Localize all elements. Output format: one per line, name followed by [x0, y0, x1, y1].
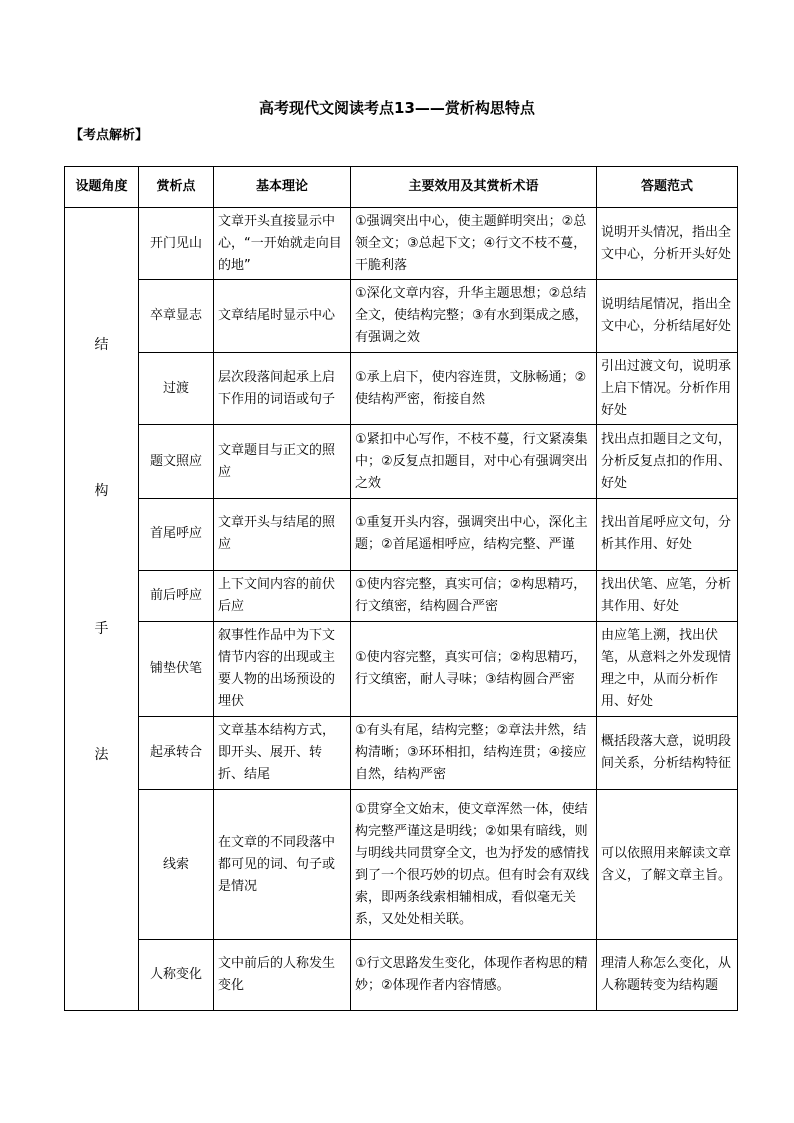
point-effect: ①深化文章内容，升华主题思想；②总结全文，使结构完整；③有水到渠成之感，有强调之效: [351, 280, 597, 352]
table-row: [65, 940, 738, 1011]
point-theory: 层次段落间起承上启下作用的词语或句子: [214, 352, 351, 424]
header-theory: 基本理论: [214, 167, 351, 208]
point-theory: 在文章的不同段落中都可见的词、句子或是情况: [214, 789, 351, 940]
point-answer: 找出伏笔、应笔，分析其作用、好处: [597, 571, 738, 621]
point-answer: 理清人称怎么变化，从人称题转变为结构题: [597, 940, 738, 1011]
table-row: [65, 571, 738, 621]
point-answer: 概括段落大意，说明段间关系，分析结构特征: [597, 717, 738, 789]
point-name: 线索: [139, 789, 214, 940]
category-char: 结: [94, 337, 109, 353]
point-effect: ①使内容完整，真实可信；②构思精巧，行文缜密，耐人寻味；③结构圆合严密: [351, 621, 597, 717]
point-name: 首尾呼应: [139, 498, 214, 570]
point-theory: 文章开头直接显示中心，“一开始就走向目的地”: [214, 208, 351, 280]
point-answer: 说明开头情况，指出全文中心，分析开头好处: [597, 208, 738, 280]
point-name: 过渡: [139, 352, 214, 424]
table-row: [65, 498, 738, 570]
header-answer: 答题范式: [597, 167, 738, 208]
point-answer: 由应笔上溯，找出伏笔，从意料之外发现情理之中，从而分析作用、好处: [597, 621, 738, 717]
section-label: 【考点解析】: [70, 128, 149, 143]
point-effect: ①紧扣中心写作，不枝不蔓，行文紧凑集中；②反复点扣题目，对中心有强调突出之效: [351, 425, 597, 498]
point-answer: 可以依照用来解读文章含义，了解文章主旨。: [597, 789, 738, 940]
point-theory: 文章结尾时显示中心: [214, 280, 351, 352]
point-answer: 找出点扣题目之文句，分析反复点扣的作用、好处: [597, 425, 738, 498]
point-name: 卒章显志: [139, 280, 214, 352]
point-theory: 文中前后的人称发生变化: [214, 940, 351, 1011]
table-row: [65, 621, 738, 717]
table-row: [65, 208, 738, 280]
point-name: 开门见山: [139, 208, 214, 280]
table-header-row: [65, 167, 738, 208]
table-row: [65, 280, 738, 352]
point-theory: 文章基本结构方式，即开头、展开、转折、结尾: [214, 717, 351, 789]
point-answer: 找出首尾呼应文句，分析其作用、好处: [597, 498, 738, 570]
point-theory: 文章开头与结尾的照应: [214, 498, 351, 570]
point-effect: ①行文思路发生变化，体现作者构思的精妙；②体现作者内容情感。: [351, 940, 597, 1011]
category-char: 构: [94, 483, 109, 499]
point-effect: ①重复开头内容，强调突出中心，深化主题；②首尾遥相呼应，结构完整、严谨: [351, 498, 597, 570]
point-theory: 上下文间内容的前伏后应: [214, 571, 351, 621]
point-name: 题文照应: [139, 425, 214, 498]
category-char: 法: [94, 747, 109, 763]
point-effect: ①强调突出中心，使主题鲜明突出；②总领全文；③总起下文；④行文不枝不蔓，干脆利落: [351, 208, 597, 280]
point-answer: 说明结尾情况，指出全文中心，分析结尾好处: [597, 280, 738, 352]
category-cell: [65, 208, 139, 1011]
header-angle: 设题角度: [65, 167, 139, 208]
table-row: [65, 425, 738, 498]
category-char: 手: [94, 621, 109, 637]
point-effect: ①有头有尾，结构完整；②章法井然，结构清晰；③环环相扣，结构连贯；④接应自然，结构严密: [351, 717, 597, 789]
table-row: [65, 789, 738, 940]
analysis-table: [64, 166, 738, 1011]
point-theory: 文章题目与正文的照应: [214, 425, 351, 498]
point-effect: ①承上启下，使内容连贯，文脉畅通；②使结构严密，衔接自然: [351, 352, 597, 424]
point-name: 前后呼应: [139, 571, 214, 621]
point-theory: 叙事性作品中为下文情节内容的出现或主要人物的出场预设的埋伏: [214, 621, 351, 717]
point-effect: ①使内容完整，真实可信；②构思精巧，行文缜密，结构圆合严密: [351, 571, 597, 621]
table-row: [65, 352, 738, 424]
page-title: 高考现代文阅读考点13——赏析构思特点: [259, 99, 535, 117]
point-answer: 引出过渡文句，说明承上启下情况。分析作用好处: [597, 352, 738, 424]
header-point: 赏析点: [139, 167, 214, 208]
point-name: 铺垫伏笔: [139, 621, 214, 717]
point-name: 人称变化: [139, 940, 214, 1011]
point-name: 起承转合: [139, 717, 214, 789]
table-row: [65, 717, 738, 789]
point-effect: ①贯穿全文始末，使文章浑然一体，使结构完整严谨这是明线；②如果有暗线，则与明线共同贯穿全文，也为抒发的感情找到了一个很巧妙的切点。但有时会有双线索，即两条线索相辅相成，看似毫无关系，又处处相关联。: [351, 789, 597, 940]
header-effect: 主要效用及其赏析术语: [351, 167, 597, 208]
